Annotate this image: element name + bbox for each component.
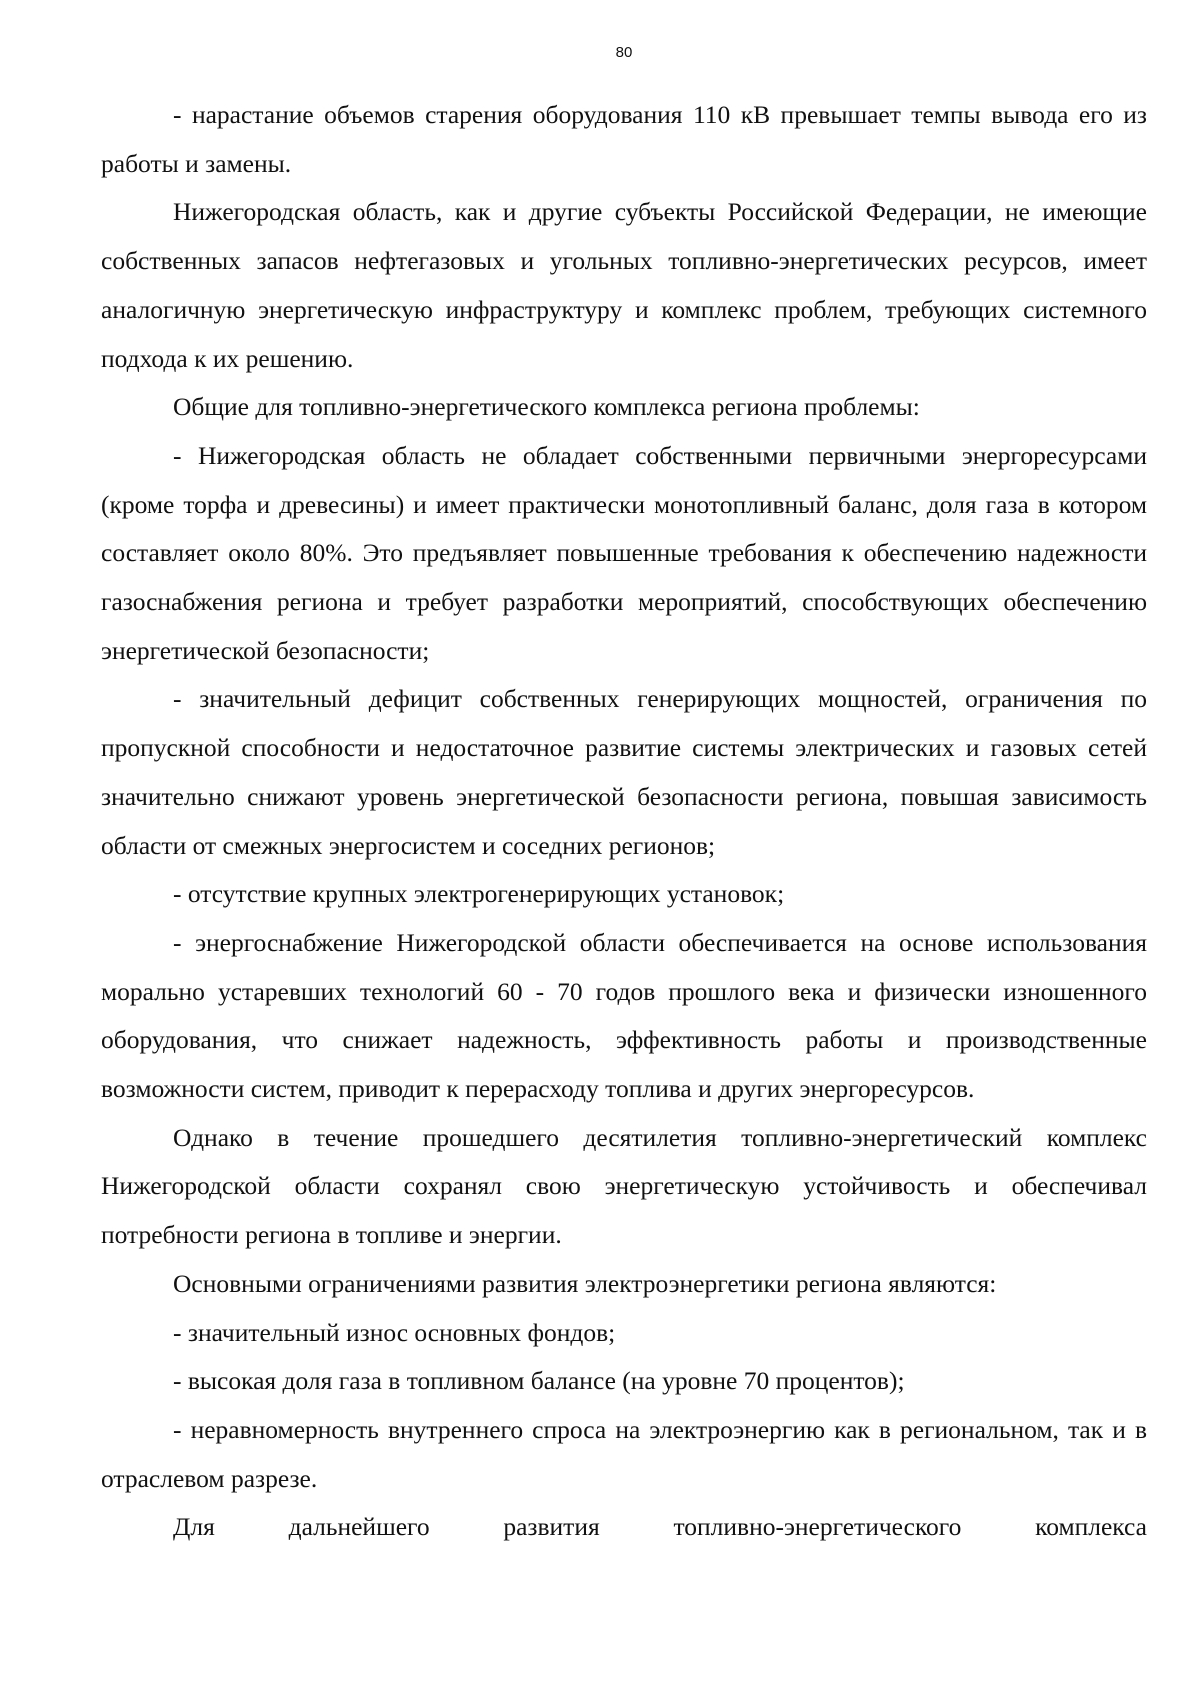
paragraph: - нарастание объемов старения оборудования 110 кВ превышает темпы вывода его из работы и замены. (101, 100, 1147, 178)
paragraph: - Нижегородская область не обладает собственными первичными энергоресурсами (кроме торфа и древесины) и имеет практически монотопливный баланс, доля газа в котором составляет около 80%. Это предъявляет повышенные требования к обеспечению надежности газоснабжения региона и требует разработки мероприятий, способствующих обеспечению энергетической безопасности; (101, 440, 1147, 665)
paragraph: - отсутствие крупных электрогенерирующих установок; (173, 879, 785, 909)
paragraph: Однако в течение прошедшего десятилетия топливно-энергетический комплекс Нижегородской области сохранял свою энергетическую устойчивость и обеспечивал потребности региона в топливе и энергии. (101, 1122, 1147, 1250)
paragraph: Нижегородская область, как и другие субъекты Российской Федерации, не имеющие собственных запасов нефтегазовых и угольных топливно-энергетических ресурсов, имеет аналогичную энергетическую инфраструктуру и комплекс проблем, требующих системного подхода к их решению. (101, 197, 1147, 373)
paragraph: - неравномерность внутреннего спроса на электроэнергию как в региональном, так и в отраслевом разрезе. (101, 1414, 1147, 1493)
body-text (101, 91, 1147, 1552)
paragraph: - значительный дефицит собственных генерирующих мощностей, ограничения по пропускной способности и недостаточное развитие системы электрических и газовых сетей значительно снижают уровень энергетической безопасности региона, повышая зависимость области от смежных энергосистем и соседних регионов; (101, 684, 1147, 860)
page-number: 80 (615, 44, 633, 61)
paragraph: Для дальнейшего развития топливно-энергетического комплекса (173, 1512, 1147, 1542)
paragraph: - высокая доля газа в топливном балансе (на уровне 70 процентов); (173, 1366, 905, 1396)
paragraph: Общие для топливно-энергетического комплекса региона проблемы: (173, 392, 920, 422)
paragraph: Основными ограничениями развития электроэнергетики региона являются: (173, 1268, 997, 1298)
paragraph: - энергоснабжение Нижегородской области обеспечивается на основе использования морально устаревших технологий 60 - 70 годов прошлого века и физически изношенного оборудования, что снижает надежность, эффективность работы и производственные возможности систем, приводит к перерасходу топлива и других энергоресурсов. (101, 927, 1147, 1104)
paragraph: - значительный износ основных фондов; (173, 1317, 616, 1347)
